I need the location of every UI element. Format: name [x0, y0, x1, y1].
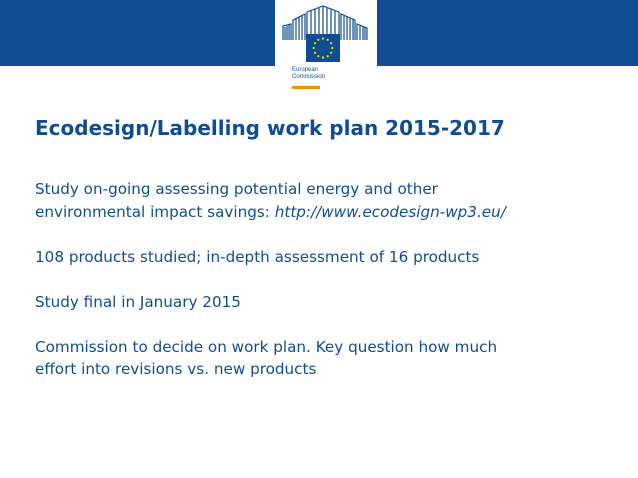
- paragraph-decision-line-2: effort into revisions vs. new products: [35, 360, 317, 378]
- study-url-link[interactable]: http://www.ecodesign-wp3.eu/: [274, 202, 506, 221]
- paragraph-study-line-1: Study on-going assessing potential energy and other: [35, 180, 438, 198]
- paragraph-products-line-1: 108 products studied; in-depth assessment of 16 products: [35, 247, 480, 266]
- european-commission-logo: [275, 0, 377, 98]
- berlaymont-building-icon: [275, 0, 377, 66]
- paragraph-final: [35, 291, 625, 314]
- paragraph-study-text: environmental impact savings:: [35, 202, 275, 221]
- paragraph-study: [35, 178, 625, 223]
- paragraph-study-line-2: [35, 201, 625, 224]
- slide-title: Ecodesign/Labelling work plan 2015-2017: [35, 116, 505, 140]
- logo-line-2: Commission: [292, 74, 326, 80]
- paragraph-final-line-1: Study final in January 2015: [35, 292, 241, 311]
- logo-accent-bar: [292, 86, 320, 89]
- paragraph-products: [35, 246, 625, 269]
- paragraph-decision-line-1: Commission to decide on work plan. Key question how much: [35, 337, 498, 356]
- logo-text: [292, 67, 325, 81]
- slide-body: [35, 178, 625, 403]
- paragraph-decision: [35, 336, 625, 381]
- logo-line-1: European: [292, 67, 319, 73]
